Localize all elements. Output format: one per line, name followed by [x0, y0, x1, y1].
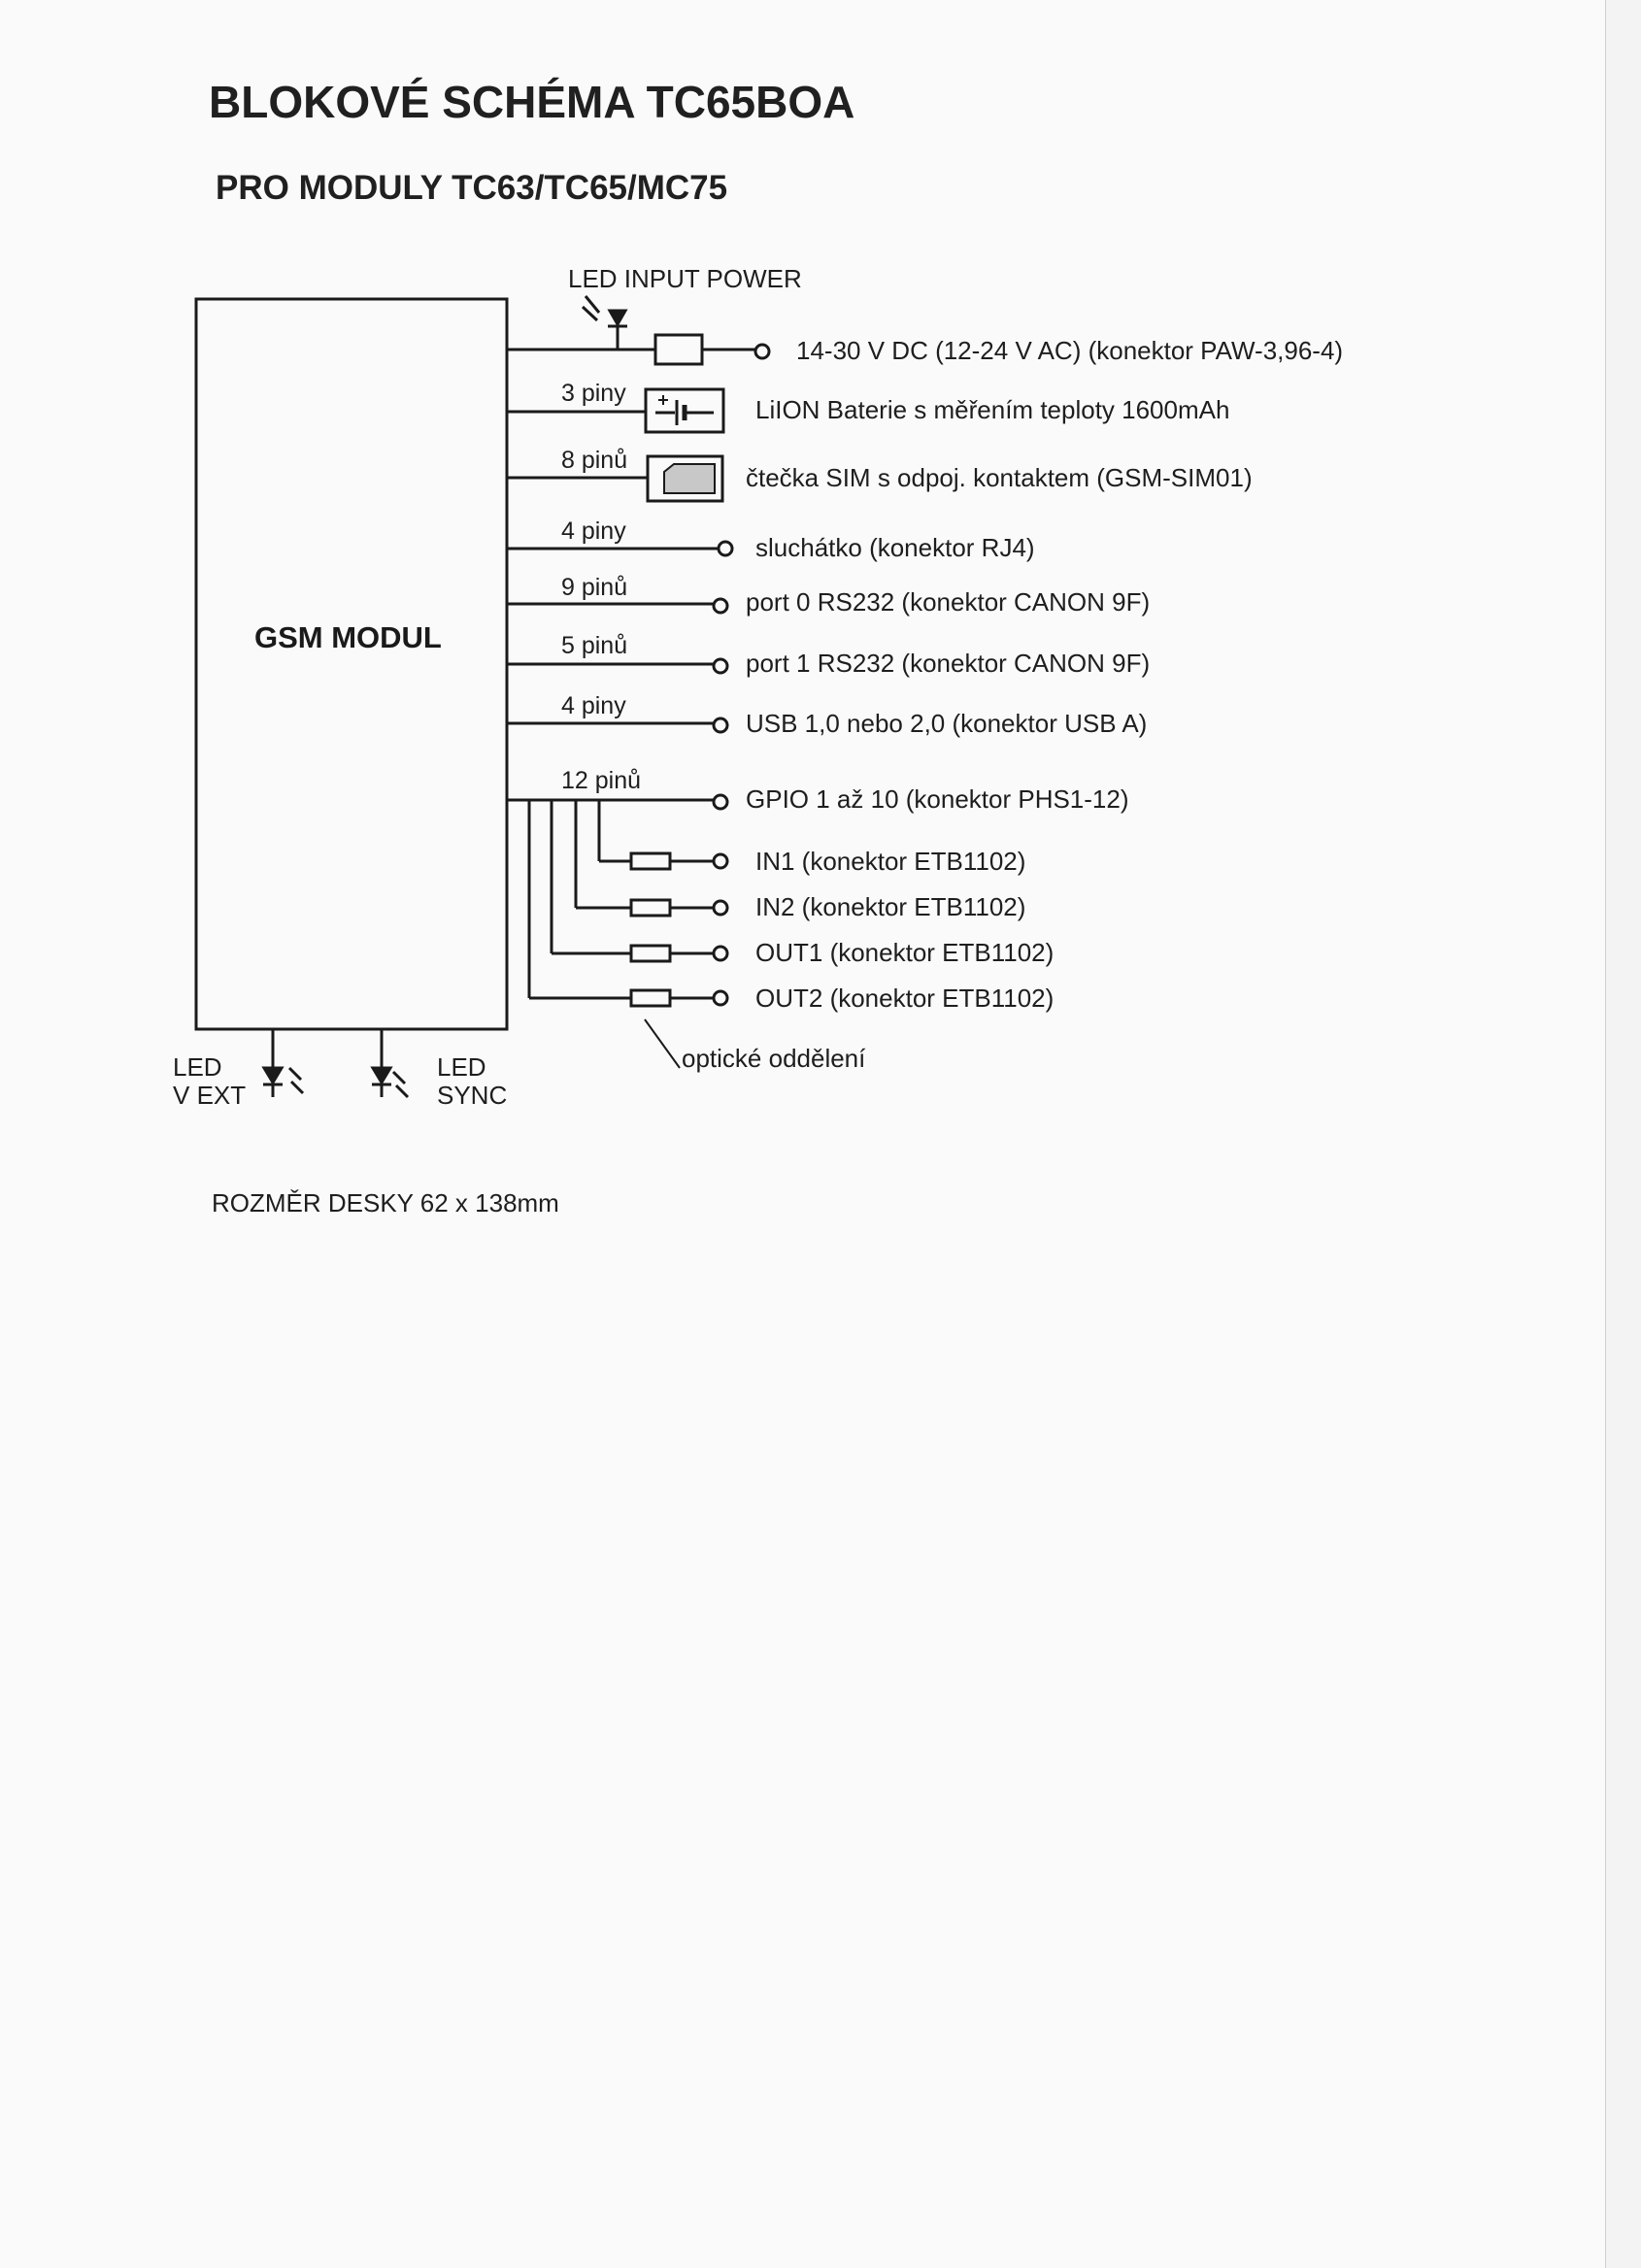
battery-pins: 3 piny — [561, 380, 626, 407]
page-title: BLOKOVÉ SCHÉMA TC65BOA — [209, 77, 855, 127]
gsm-module-box — [196, 299, 507, 1029]
out1-label: OUT1 (konektor ETB1102) — [755, 938, 1055, 967]
led-sync-icon — [372, 1029, 408, 1097]
gpio-label: GPIO 1 až 10 (konektor PHS1-12) — [746, 784, 1129, 814]
sim-pins: 8 pinů — [561, 447, 628, 474]
power-connection — [507, 296, 769, 364]
handset-label: sluchátko (konektor RJ4) — [755, 533, 1035, 562]
optical-isolation-label: optické oddělení — [682, 1044, 866, 1073]
fuse-icon — [655, 335, 702, 364]
page-subtitle: PRO MODULY TC63/TC65/MC75 — [216, 169, 728, 207]
board-size-label: ROZMĚR DESKY 62 x 138mm — [212, 1188, 559, 1217]
in1-label: IN1 (konektor ETB1102) — [755, 847, 1026, 876]
rs232-port1-label: port 1 RS232 (konektor CANON 9F) — [746, 649, 1151, 678]
led-vext-label-line2: V EXT — [173, 1081, 247, 1110]
rs232-port0-label: port 0 RS232 (konektor CANON 9F) — [746, 587, 1151, 617]
gpio-pins: 12 pinů — [561, 767, 642, 794]
out2-label: OUT2 (konektor ETB1102) — [755, 984, 1055, 1013]
terminal-icon — [755, 345, 769, 358]
led-vext-icon — [263, 1029, 303, 1097]
power-label: 14-30 V DC (12-24 V AC) (konektor PAW-3,96-4) — [796, 336, 1344, 365]
led-sync-label-line1: LED — [437, 1052, 486, 1082]
battery-label: LiION Baterie s měřením teploty 1600mAh — [755, 395, 1230, 424]
gsm-module-label: GSM MODUL — [254, 620, 442, 654]
led-vext-label-line1: LED — [173, 1052, 222, 1082]
led-sync-label-line2: SYNC — [437, 1081, 508, 1110]
io-connections — [529, 800, 727, 1068]
usb-pins: 4 piny — [561, 692, 626, 719]
usb-label: USB 1,0 nebo 2,0 (konektor USB A) — [746, 709, 1148, 738]
led-input-power-label: LED INPUT POWER — [568, 264, 802, 293]
handset-pins: 4 piny — [561, 517, 626, 545]
sim-label: čtečka SIM s odpoj. kontaktem (GSM-SIM01) — [746, 463, 1253, 492]
in2-label: IN2 (konektor ETB1102) — [755, 892, 1026, 921]
rs232-port0-pins: 9 pinů — [561, 574, 628, 601]
led-input-power-icon — [610, 311, 625, 324]
rs232-port1-pins: 5 pinů — [561, 632, 628, 659]
